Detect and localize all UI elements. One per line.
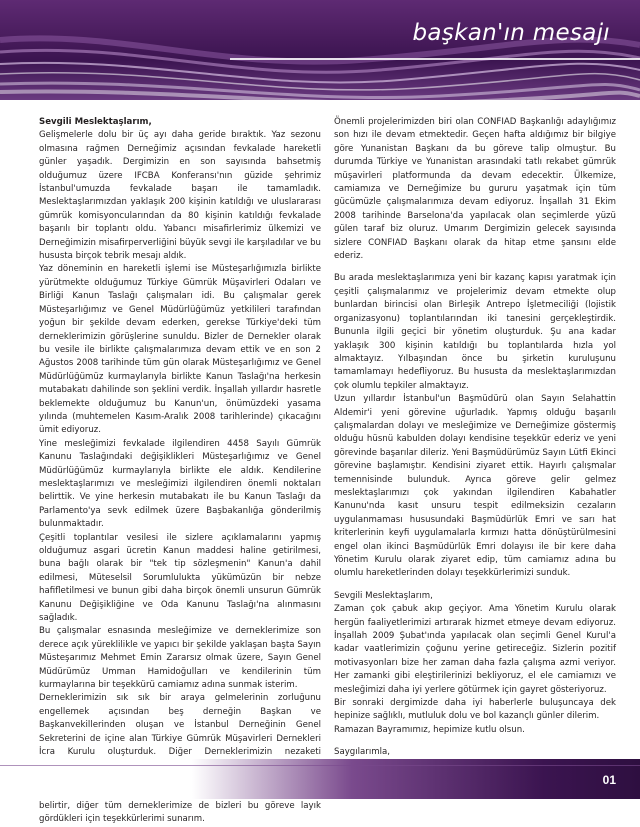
paragraph: Önemli projelerimizden biri olan CONFIAD Başkanlığı adaylığımız son hızı ile devam etmektedir. Geçen hafta aldığımız bir bilgiye göre Yunanistan Başkanı da bu göreve talip olmuştur. Bu durumda Türkiye ve Yunanistan arasındaki tatlı rekabet gümrük müşavirleri platformunda da devam edecektir. Ülkemize, camiamıza ve Derneğimize bu gururu yaşatmak için tüm gücümüzle çalışmalarımıza devam ediyoruz. İnşallah 31 Ekim 2008 tarihinde Barselona'da yapılacak olan seçimlerde yüzü gülen taraf biz oluruz. Umarım Dergimizin gelecek sayısında sizlere CONFIAD Başkanı olarak da hitap etme şansını elde ederiz. bbox=[334, 117, 616, 262]
paragraph: Çeşitli toplantılar vesilesi ile sizlere açıklamalarını yapmış olduğumuz asgari ücretin Kanun maddesi haline getirilmesi, buna bağlı olarak bir "tek tip sözleşmenin" Kanun'a dahil edilmesi, Müteselsil Sorumlulukta yükümüzün bir nebze hafifletilmesi ve bunun gibi daha birçok önemli unsurun Gümrük Kanunu Değişikliğine ve Oda Kanunu Taslağı'na alınmasını sağladık. bbox=[39, 532, 321, 624]
greeting: Sevgili Meslektaşlarım, bbox=[39, 117, 152, 127]
greeting-second: Sevgili Meslektaşlarım, bbox=[334, 590, 433, 601]
page-footer-banner bbox=[0, 759, 640, 799]
footer-line bbox=[0, 765, 640, 766]
paragraph: Ramazan Bayramımız, hepimize kutlu olsun. bbox=[334, 724, 525, 735]
left-column bbox=[39, 116, 321, 827]
paragraph: Bu arada meslektaşlarımıza yeni bir kazanç kapısı yaratmak için çeşitli çalışmalarımız ve projelerimiz devam etmekte olup bunlardan birincisi olan Birleşik Antrepo İşletmeciliği (lojistik organizasyonu) toplantılarından iki tanesini gerçekleştirdik. Bununla ilgili geçici bir yönetim oluşturduk. Şu ana kadar yaklaşık 300 kişinin katıldığı bu toplantılarda hızla yol almaktayız. Yılbaşından önce bu şirketin kuruluşunu tamamlamayı hedefliyoruz. Bu hususta da meslektaşlarımızdan çok olumlu tepkiler almaktayız. bbox=[334, 273, 616, 391]
paragraph: Bir sonraki dergimizde daha iyi haberlerle buluşuncaya dek hepinize sağlıklı, mutluluk dolu ve bol kazançlı günler dilerim. bbox=[334, 698, 616, 722]
paragraph: Yaz döneminin en hareketli işlemi ise Müsteşarlığımızla birlikte yürütmekte olduğumuz Türkiye Gümrük Müşavirleri Odaları ve Birliği Kanun Taslağı çalışmaları idi. Bu çalışmalar gerek Müsteşarlığımız ve Genel Müdürlüğümüz yetkilileri tarafından yoğun bir şekilde devam ederken, gerekse Türkiye'deki tüm derneklerimizin görüşlerine sunuldu. Bizler de Dernekler olarak bu vesile ile birlikte çalışmalarımıza devam ettik ve en son 2 Ağustos 2008 tarihinde tüm gün olarak Müsteşarlığımız ve Genel Müdürlüğümüz kurmaylarıyla birlikte Kanun Taslağı'na herkesin mutabakatı dahilinde son şeklini verdik. İnşallah yıllardır hasretle beklemekte olduğumuz bu Kanun'un, önümüzdeki yasama yılında (muhtemelen Kasım-Aralık 2008 tarihlerinde) çıkacağını ümit ediyoruz. bbox=[39, 264, 321, 436]
paragraph: Yine mesleğimizi fevkalade ilgilendiren 4458 Sayılı Gümrük Kanunu Taslağındaki değişiklikleri Müsteşarlığımız ve Genel Müdürlüğümüz kurmaylarıyla birlikte ele aldık. Kendilerine meslektaşlarımızı ve mesleğimizi ilgilendiren önemli noktaları belirttik. Ve yine herkesin mutabakatı ile bu Kanun Taslağı da Parlamento'ya sevk edilmek üzere Başbakanlığa gönderilmiş bulunmaktadır. bbox=[39, 438, 321, 530]
paragraph: Zaman çok çabuk akıp geçiyor. Ama Yönetim Kurulu olarak hergün faaliyetlerimizi artırarak hizmet etmeye devam ediyoruz. İnşallah 2009 Şubat'ında yapılacak olan seçimli Genel Kurul'a kadar vaatlerimizin çoğunu yerine getireceğiz. Sizlerin pozitif motivasyonları bize her zaman daha fazla çalışma azmi veriyor. Her zamanki gibi eleştirilerinizi bekliyoruz, el ele camiamızı ve mesleğimizi daha iyi yerlere götürmek için gayret gösteriyoruz. bbox=[334, 604, 616, 695]
paragraph: Gelişmelerle dolu bir üç ayı daha geride bıraktık. Yaz sezonu olmasına rağmen Derneğimiz açısından fevkalade hareketli günler yaşadık. Dergimizin en son sayısında bahsetmiş olduğumuz üzere IFCBA Konferansı'nın güzide şehrimiz İstanbul'umuzda fevkalade başarı ile tamamladık. Meslektaşlarımızdan yaklaşık 200 kişinin katıldığı ve uluslararası gümrük komisyoncularından da 80 kişinin katıldığı fevkalade başarılı bir toplantı oldu. Yabancı misafirlerimiz ülkemizi ve Derneğimizin misafirperverliğini büyük sevgi ile karşıladılar ve bu hususta birçok tebrik mesajı aldık. bbox=[39, 130, 321, 262]
paragraph: Derneklerimizin sık sık bir araya gelmelerinin zorluğunu engellemek açısından beş derneğin Başkan ve Başkanvekillerinden oluşan ve İstanbul Derneğinin Genel Sekreterini de içine alan Türkiye Gümrük Müşavirleri Dernekleri İcra Kurulu oluşturduk. Diğer Derneklerimizin nezaketi belirtir, diğer tüm derneklerimize de bizleri bu göreve layık gördükleri için teşekkürlerimi sunarım. bbox=[39, 693, 321, 825]
paragraph: Uzun yıllardır İstanbul'un Başmüdürü olan Sayın Selahattin Aldemir'i yeni görevine uğurladık. Yapmış olduğu başarılı çalışmalardan dolayı ve mesleğimize ve Derneğimize göstermiş olduğu hüsnü kabulden dolayı kendisine teşekkür ederiz ve yeni görevinde başarılar dileriz. Yeni Başmüdürümüz Sayın Lütfi Ekinci görevine başlamıştır. Kendisini ziyaret ettik. Hayırlı çalışmalar temennisinde bulunduk. Ayrıca göreve gelir gelmez meslektaşlarımızı çok yakından ilgilendiren Kabahatler Kanunu'nda kasıt unsuru tespit edilmeksizin cezaların uygulanmaması hususundaki Başmüdürlük Emri ve sarı hat kriterlerinin keyfi uygulamalarla kırmızı hatta dönüştürülmesini engel olan ikinci Başmüdürlük Emri dolayısı ile bir kere daha Yönetim Kurulu olarak ziyaret edip, tüm camiamız adına bu olumlu hareketlerinden dolayı teşekkürlerimizi sunduk. bbox=[334, 394, 616, 579]
closing: Saygılarımla, bbox=[334, 747, 390, 758]
paragraph: Bu çalışmalar esnasında mesleğimize ve derneklerimize son derece açık yüreklilikle ve yapıcı bir şekilde yaklaşan başta Sayın Müsteşarımız Mehmet Emin Zararsız olmak üzere, Sayın Genel Müdürümüz Umman Hamidoğulları ve kendilerinin tüm kurmaylarına bir teşekkürü camiamız adına sunmak isterim. bbox=[39, 626, 321, 691]
header-divider-line bbox=[230, 58, 640, 60]
page-title: başkan'ın mesajı bbox=[412, 20, 610, 46]
wave-decoration bbox=[0, 0, 640, 100]
page-header-banner bbox=[0, 0, 640, 100]
right-column bbox=[334, 116, 616, 787]
page-number: 01 bbox=[602, 773, 616, 787]
